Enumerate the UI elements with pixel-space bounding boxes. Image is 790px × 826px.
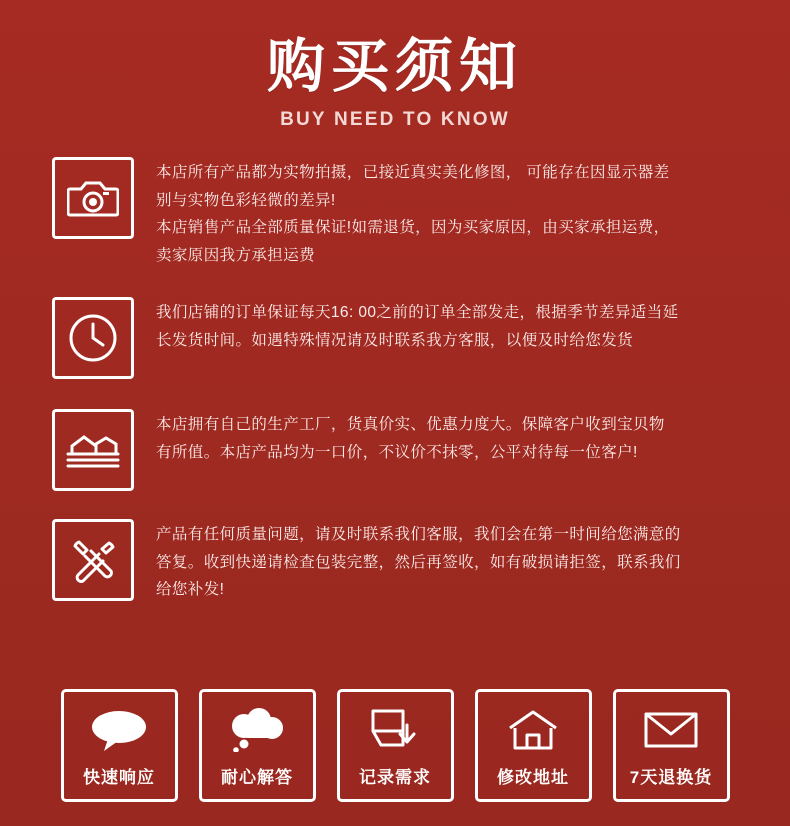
notice-line: 产品有任何质量问题，请及时联系我们客服，我们会在第一时间给您满意的 bbox=[156, 526, 681, 544]
badge-record-needs bbox=[337, 689, 454, 802]
page-title: 购买须知 bbox=[266, 32, 523, 100]
badge-label: 修改地址 bbox=[497, 768, 569, 787]
notice-section-after-sales bbox=[52, 519, 746, 604]
notice-line: 长发货时间。如遇特殊情况请及时联系我方客服，以便及时给您发货 bbox=[156, 331, 634, 349]
speech-bubble-icon bbox=[90, 703, 148, 757]
notice-line: 本店所有产品都为实物拍摄，已接近真实美化修图， 可能存在因显示器差 bbox=[156, 163, 670, 181]
service-badges bbox=[0, 689, 790, 802]
page-header bbox=[0, 0, 790, 131]
factory-icon bbox=[52, 409, 134, 491]
notice-section-factory bbox=[52, 409, 746, 491]
badge-label: 记录需求 bbox=[359, 768, 431, 787]
badge-label: 耐心解答 bbox=[221, 768, 293, 787]
badge-label: 7天退换货 bbox=[629, 768, 713, 787]
house-icon bbox=[506, 703, 560, 757]
notice-section-photography bbox=[52, 157, 746, 269]
notice-section-factory-text bbox=[156, 409, 746, 466]
notice-section-photography-text bbox=[156, 157, 746, 269]
thought-cloud-icon bbox=[226, 703, 288, 757]
notice-section-after-sales-text bbox=[156, 519, 746, 604]
page-subtitle: BUY NEED TO KNOW bbox=[280, 108, 510, 130]
notice-section-shipping-time bbox=[52, 297, 746, 379]
envelope-icon bbox=[643, 703, 699, 757]
badge-seven-day-return bbox=[613, 689, 730, 802]
notice-section-shipping-time-text bbox=[156, 297, 746, 354]
clock-icon bbox=[52, 297, 134, 379]
notice-line: 有所值。本店产品均为一口价，不议价不抹零，公平对待每一位客户! bbox=[156, 443, 638, 461]
notice-line: 别与实物色彩轻微的差异! bbox=[156, 191, 336, 209]
document-download-icon bbox=[369, 703, 421, 757]
badge-modify-address bbox=[475, 689, 592, 802]
camera-icon bbox=[52, 157, 134, 239]
notice-line: 本店销售产品全部质量保证!如需退货，因为买家原因，由买家承担运费， bbox=[156, 219, 670, 237]
badge-label: 快速响应 bbox=[83, 768, 155, 787]
notice-line: 答复。收到快递请检查包装完整，然后再签收，如有破损请拒签，联系我们 bbox=[156, 553, 681, 571]
badge-fast-response bbox=[61, 689, 178, 802]
tools-icon bbox=[52, 519, 134, 601]
notice-line: 卖家原因我方承担运费 bbox=[156, 246, 316, 264]
badge-patient-answer bbox=[199, 689, 316, 802]
notice-line: 本店拥有自己的生产工厂，货真价实、优惠力度大。保障客户收到宝贝物 bbox=[156, 416, 665, 434]
notice-line: 给您补发! bbox=[156, 581, 225, 599]
notice-line: 我们店铺的订单保证每天16: 00之前的订单全部发走，根据季节差异适当延 bbox=[156, 304, 679, 322]
notice-sections bbox=[0, 157, 790, 604]
